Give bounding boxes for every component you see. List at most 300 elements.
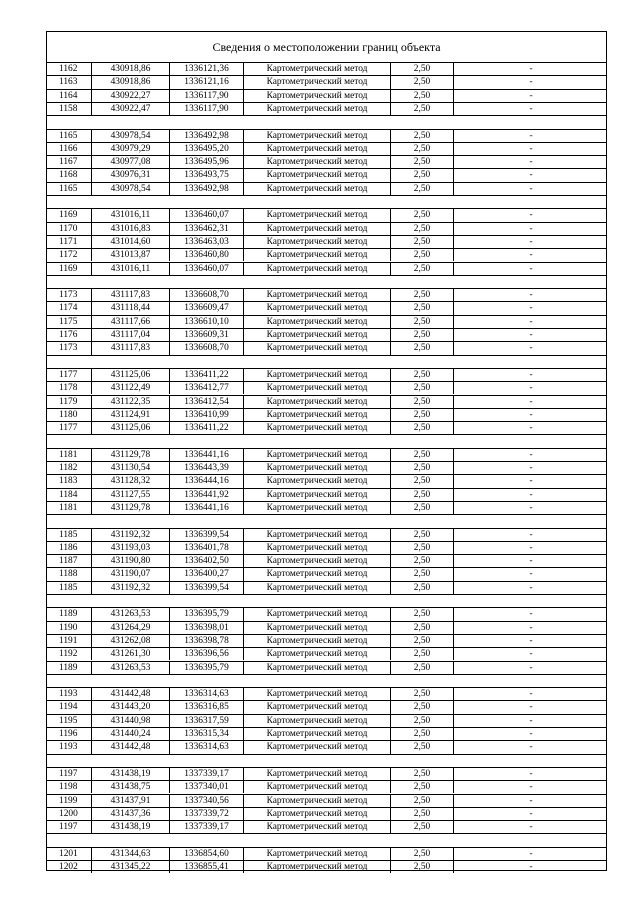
- method-cell: Картометрический метод: [243, 209, 390, 221]
- accuracy-cell: 2,50: [390, 90, 453, 102]
- method-cell: Картометрический метод: [243, 263, 390, 275]
- description-cell: -: [453, 489, 608, 501]
- method-cell: Картометрический метод: [243, 582, 390, 594]
- accuracy-cell: 2,50: [390, 316, 453, 328]
- x-coordinate-cell: 431261,30: [91, 648, 169, 660]
- method-cell: Картометрический метод: [243, 76, 390, 88]
- description-cell: -: [453, 302, 608, 314]
- x-coordinate-cell: 431442,48: [91, 688, 169, 700]
- accuracy-cell: 2,50: [390, 781, 453, 793]
- x-coordinate-cell: 431118,44: [91, 302, 169, 314]
- table-row: [47, 448, 606, 461]
- x-coordinate-cell: 430918,86: [91, 76, 169, 88]
- x-coordinate-cell: 431344,63: [91, 848, 169, 860]
- boundary-table: [46, 31, 607, 871]
- method-cell: Картометрический метод: [243, 130, 390, 142]
- description-cell: -: [453, 449, 608, 461]
- y-coordinate-cell: 1336316,85: [169, 701, 243, 713]
- x-coordinate-cell: 431013,87: [91, 249, 169, 261]
- method-cell: Картометрический метод: [243, 768, 390, 780]
- y-coordinate-cell: 1336495,96: [169, 156, 243, 168]
- y-coordinate-cell: 1336493,75: [169, 169, 243, 181]
- y-coordinate-cell: 1336608,70: [169, 289, 243, 301]
- point-number-cell: 1191: [59, 635, 78, 646]
- table-row: [47, 461, 606, 474]
- y-coordinate-cell: 1336608,70: [169, 342, 243, 354]
- accuracy-cell: 2,50: [390, 475, 453, 487]
- description-cell: -: [453, 568, 608, 580]
- point-number-cell: 1196: [59, 729, 78, 739]
- x-coordinate-cell: 431016,11: [91, 209, 169, 221]
- description-cell: -: [453, 130, 608, 142]
- x-coordinate-cell: 431117,83: [91, 342, 169, 354]
- x-coordinate-cell: 430922,47: [91, 103, 169, 115]
- description-cell: -: [453, 263, 608, 275]
- x-coordinate-cell: 431122,35: [91, 396, 169, 408]
- x-coordinate-cell: 431438,19: [91, 821, 169, 833]
- accuracy-cell: 2,50: [390, 209, 453, 221]
- x-coordinate-cell: 430979,29: [91, 143, 169, 155]
- method-cell: Картометрический метод: [243, 489, 390, 501]
- method-cell: Картометрический метод: [243, 169, 390, 181]
- accuracy-cell: 2,50: [390, 728, 453, 740]
- y-coordinate-cell: 1336444,16: [169, 475, 243, 487]
- y-coordinate-cell: 1336463,03: [169, 236, 243, 248]
- table-row: [47, 740, 606, 753]
- group-separator: [47, 115, 606, 128]
- description-cell: -: [453, 169, 608, 181]
- table-row: [47, 89, 606, 102]
- method-cell: Картометрический метод: [243, 183, 390, 195]
- x-coordinate-cell: 430978,54: [91, 130, 169, 142]
- point-number-cell: 1165: [59, 130, 78, 141]
- accuracy-cell: 2,50: [390, 369, 453, 381]
- point-number-cell: 1169: [59, 210, 78, 221]
- table-title: Сведения о местоположении границ объекта: [212, 40, 441, 54]
- accuracy-cell: 2,50: [390, 249, 453, 261]
- y-coordinate-cell: 1336396,56: [169, 648, 243, 660]
- point-number-cell: 1189: [59, 609, 78, 620]
- description-cell: -: [453, 409, 608, 421]
- table-row: [47, 395, 606, 408]
- y-coordinate-cell: 1336411,22: [169, 422, 243, 434]
- y-coordinate-cell: 1337339,72: [169, 808, 243, 820]
- x-coordinate-cell: 431124,91: [91, 409, 169, 421]
- description-cell: -: [453, 76, 608, 88]
- description-cell: -: [453, 529, 608, 541]
- point-number-cell: 1165: [59, 183, 78, 194]
- group-separator: [47, 833, 606, 846]
- method-cell: Картометрический метод: [243, 848, 390, 860]
- x-coordinate-cell: 431438,75: [91, 781, 169, 793]
- x-coordinate-cell: 431129,78: [91, 449, 169, 461]
- table-row: [47, 341, 606, 354]
- group-separator: [47, 275, 606, 288]
- point-number-cell: 1200: [59, 808, 78, 819]
- accuracy-cell: 2,50: [390, 582, 453, 594]
- point-number-cell: 1171: [59, 236, 78, 247]
- y-coordinate-cell: 1336441,16: [169, 449, 243, 461]
- y-coordinate-cell: 1336855,41: [169, 861, 243, 873]
- table-row: [47, 129, 606, 142]
- x-coordinate-cell: 430918,86: [91, 63, 169, 75]
- x-coordinate-cell: 431193,03: [91, 542, 169, 554]
- description-cell: -: [453, 369, 608, 381]
- accuracy-cell: 2,50: [390, 289, 453, 301]
- point-number-cell: 1184: [59, 489, 78, 500]
- y-coordinate-cell: 1336460,80: [169, 249, 243, 261]
- y-coordinate-cell: 1336117,90: [169, 90, 243, 102]
- accuracy-cell: 2,50: [390, 103, 453, 115]
- table-row: [47, 634, 606, 647]
- table-row: [47, 581, 606, 594]
- x-coordinate-cell: 431440,24: [91, 728, 169, 740]
- description-cell: -: [453, 768, 608, 780]
- point-number-cell: 1185: [59, 582, 78, 593]
- accuracy-cell: 2,50: [390, 236, 453, 248]
- x-coordinate-cell: 431262,08: [91, 635, 169, 647]
- description-cell: -: [453, 635, 608, 647]
- x-coordinate-cell: 431443,20: [91, 701, 169, 713]
- table-row: [47, 727, 606, 740]
- group-separator: [47, 434, 606, 447]
- table-row: [47, 687, 606, 700]
- method-cell: Картометрический метод: [243, 90, 390, 102]
- y-coordinate-cell: 1336117,90: [169, 103, 243, 115]
- accuracy-cell: 2,50: [390, 608, 453, 620]
- point-number-cell: 1177: [59, 423, 78, 434]
- point-number-cell: 1197: [59, 768, 78, 779]
- point-number-cell: 1197: [59, 822, 78, 833]
- y-coordinate-cell: 1336460,07: [169, 263, 243, 275]
- method-cell: Картометрический метод: [243, 342, 390, 354]
- table-row: [47, 554, 606, 567]
- point-number-cell: 1181: [59, 449, 78, 460]
- method-cell: Картометрический метод: [243, 369, 390, 381]
- y-coordinate-cell: 1336315,34: [169, 728, 243, 740]
- description-cell: -: [453, 236, 608, 248]
- accuracy-cell: 2,50: [390, 63, 453, 75]
- method-cell: Картометрический метод: [243, 302, 390, 314]
- table-row: [47, 328, 606, 341]
- y-coordinate-cell: 1336398,78: [169, 635, 243, 647]
- group-separator: [47, 594, 606, 607]
- method-cell: Картометрический метод: [243, 635, 390, 647]
- table-row: [47, 488, 606, 501]
- y-coordinate-cell: 1336395,79: [169, 662, 243, 674]
- description-cell: -: [453, 396, 608, 408]
- accuracy-cell: 2,50: [390, 741, 453, 753]
- accuracy-cell: 2,50: [390, 795, 453, 807]
- point-number-cell: 1190: [59, 622, 78, 633]
- y-coordinate-cell: 1336492,98: [169, 130, 243, 142]
- x-coordinate-cell: 431117,83: [91, 289, 169, 301]
- accuracy-cell: 2,50: [390, 302, 453, 314]
- accuracy-cell: 2,50: [390, 422, 453, 434]
- description-cell: -: [453, 542, 608, 554]
- x-coordinate-cell: 431190,07: [91, 568, 169, 580]
- description-cell: -: [453, 861, 608, 873]
- table-row: [47, 262, 606, 275]
- x-coordinate-cell: 431128,32: [91, 475, 169, 487]
- description-cell: -: [453, 103, 608, 115]
- point-number-cell: 1173: [59, 290, 78, 301]
- point-number-cell: 1179: [59, 396, 78, 407]
- method-cell: Картометрический метод: [243, 396, 390, 408]
- description-cell: -: [453, 848, 608, 860]
- description-cell: -: [453, 728, 608, 740]
- y-coordinate-cell: 1336410,99: [169, 409, 243, 421]
- method-cell: Картометрический метод: [243, 329, 390, 341]
- point-number-cell: 1163: [59, 77, 78, 88]
- accuracy-cell: 2,50: [390, 489, 453, 501]
- point-number-cell: 1178: [59, 383, 78, 394]
- table-row: [47, 474, 606, 487]
- accuracy-cell: 2,50: [390, 635, 453, 647]
- accuracy-cell: 2,50: [390, 555, 453, 567]
- x-coordinate-cell: 431264,29: [91, 622, 169, 634]
- y-coordinate-cell: 1337339,17: [169, 768, 243, 780]
- x-coordinate-cell: 431117,66: [91, 316, 169, 328]
- accuracy-cell: 2,50: [390, 329, 453, 341]
- method-cell: Картометрический метод: [243, 622, 390, 634]
- x-coordinate-cell: 431192,32: [91, 529, 169, 541]
- accuracy-cell: 2,50: [390, 76, 453, 88]
- group-separator: [47, 355, 606, 368]
- accuracy-cell: 2,50: [390, 542, 453, 554]
- description-cell: -: [453, 622, 608, 634]
- accuracy-cell: 2,50: [390, 396, 453, 408]
- x-coordinate-cell: 430976,31: [91, 169, 169, 181]
- table-row: [47, 381, 606, 394]
- method-cell: Картометрический метод: [243, 63, 390, 75]
- method-cell: Картометрический метод: [243, 409, 390, 421]
- table-row: [47, 288, 606, 301]
- method-cell: Картометрический метод: [243, 475, 390, 487]
- method-cell: Картометрический метод: [243, 808, 390, 820]
- table-row: [47, 368, 606, 381]
- x-coordinate-cell: 431122,49: [91, 382, 169, 394]
- table-row: [47, 142, 606, 155]
- table-row: [47, 807, 606, 820]
- description-cell: -: [453, 808, 608, 820]
- x-coordinate-cell: 431014,60: [91, 236, 169, 248]
- method-cell: Картометрический метод: [243, 156, 390, 168]
- accuracy-cell: 2,50: [390, 382, 453, 394]
- y-coordinate-cell: 1336610,10: [169, 316, 243, 328]
- description-cell: -: [453, 795, 608, 807]
- method-cell: Картометрический метод: [243, 382, 390, 394]
- x-coordinate-cell: 431263,53: [91, 608, 169, 620]
- description-cell: -: [453, 502, 608, 514]
- method-cell: Картометрический метод: [243, 462, 390, 474]
- method-cell: Картометрический метод: [243, 555, 390, 567]
- method-cell: Картометрический метод: [243, 542, 390, 554]
- method-cell: Картометрический метод: [243, 103, 390, 115]
- table-row: [47, 820, 606, 833]
- method-cell: Картометрический метод: [243, 223, 390, 235]
- x-coordinate-cell: 431192,32: [91, 582, 169, 594]
- description-cell: -: [453, 143, 608, 155]
- accuracy-cell: 2,50: [390, 715, 453, 727]
- method-cell: Картометрический метод: [243, 688, 390, 700]
- point-number-cell: 1194: [59, 702, 78, 713]
- point-number-cell: 1175: [59, 316, 78, 327]
- point-number-cell: 1166: [59, 143, 78, 154]
- x-coordinate-cell: 431438,19: [91, 768, 169, 780]
- description-cell: -: [453, 422, 608, 434]
- accuracy-cell: 2,50: [390, 662, 453, 674]
- point-number-cell: 1164: [59, 90, 78, 101]
- description-cell: -: [453, 662, 608, 674]
- description-cell: -: [453, 741, 608, 753]
- table-row: [47, 301, 606, 314]
- y-coordinate-cell: 1336460,07: [169, 209, 243, 221]
- table-row: [47, 235, 606, 248]
- accuracy-cell: 2,50: [390, 861, 453, 873]
- description-cell: -: [453, 462, 608, 474]
- method-cell: Картометрический метод: [243, 715, 390, 727]
- table-row: [47, 168, 606, 181]
- x-coordinate-cell: 431016,11: [91, 263, 169, 275]
- description-cell: -: [453, 63, 608, 75]
- accuracy-cell: 2,50: [390, 502, 453, 514]
- x-coordinate-cell: 430977,08: [91, 156, 169, 168]
- x-coordinate-cell: 430978,54: [91, 183, 169, 195]
- x-coordinate-cell: 431345,22: [91, 861, 169, 873]
- accuracy-cell: 2,50: [390, 183, 453, 195]
- y-coordinate-cell: 1336411,22: [169, 369, 243, 381]
- accuracy-cell: 2,50: [390, 143, 453, 155]
- group-separator: [47, 674, 606, 687]
- table-row: [47, 541, 606, 554]
- table-row: [47, 661, 606, 674]
- method-cell: Картометрический метод: [243, 741, 390, 753]
- y-coordinate-cell: 1336398,01: [169, 622, 243, 634]
- x-coordinate-cell: 431437,36: [91, 808, 169, 820]
- accuracy-cell: 2,50: [390, 409, 453, 421]
- y-coordinate-cell: 1336609,47: [169, 302, 243, 314]
- table-row: [47, 315, 606, 328]
- description-cell: -: [453, 555, 608, 567]
- point-number-cell: 1192: [59, 649, 78, 660]
- point-number-cell: 1187: [59, 556, 78, 567]
- y-coordinate-cell: 1336314,63: [169, 741, 243, 753]
- accuracy-cell: 2,50: [390, 821, 453, 833]
- description-cell: -: [453, 156, 608, 168]
- table-row: [47, 501, 606, 514]
- point-number-cell: 1188: [59, 569, 78, 580]
- accuracy-cell: 2,50: [390, 568, 453, 580]
- x-coordinate-cell: 431440,98: [91, 715, 169, 727]
- y-coordinate-cell: 1336121,36: [169, 63, 243, 75]
- method-cell: Картометрический метод: [243, 662, 390, 674]
- x-coordinate-cell: 430922,27: [91, 90, 169, 102]
- method-cell: Картометрический метод: [243, 249, 390, 261]
- description-cell: -: [453, 715, 608, 727]
- x-coordinate-cell: 431437,91: [91, 795, 169, 807]
- x-coordinate-cell: 431127,55: [91, 489, 169, 501]
- x-coordinate-cell: 431442,48: [91, 741, 169, 753]
- table-row: [47, 408, 606, 421]
- y-coordinate-cell: 1336854,60: [169, 848, 243, 860]
- method-cell: Картометрический метод: [243, 422, 390, 434]
- accuracy-cell: 2,50: [390, 156, 453, 168]
- group-separator: [47, 754, 606, 767]
- accuracy-cell: 2,50: [390, 529, 453, 541]
- table-row: [47, 780, 606, 793]
- method-cell: Картометрический метод: [243, 568, 390, 580]
- y-coordinate-cell: 1336443,39: [169, 462, 243, 474]
- accuracy-cell: 2,50: [390, 169, 453, 181]
- x-coordinate-cell: 431190,80: [91, 555, 169, 567]
- table-row: [47, 182, 606, 195]
- y-coordinate-cell: 1336492,98: [169, 183, 243, 195]
- point-number-cell: 1198: [59, 782, 78, 793]
- accuracy-cell: 2,50: [390, 462, 453, 474]
- description-cell: -: [453, 316, 608, 328]
- method-cell: Картометрический метод: [243, 529, 390, 541]
- description-cell: -: [453, 781, 608, 793]
- method-cell: Картометрический метод: [243, 502, 390, 514]
- y-coordinate-cell: 1336402,50: [169, 555, 243, 567]
- group-separator: [47, 514, 606, 527]
- accuracy-cell: 2,50: [390, 848, 453, 860]
- y-coordinate-cell: 1336395,79: [169, 608, 243, 620]
- accuracy-cell: 2,50: [390, 648, 453, 660]
- y-coordinate-cell: 1336399,54: [169, 582, 243, 594]
- point-number-cell: 1202: [59, 862, 78, 872]
- description-cell: -: [453, 249, 608, 261]
- method-cell: Картометрический метод: [243, 701, 390, 713]
- point-number-cell: 1173: [59, 343, 78, 354]
- table-row: [47, 860, 606, 873]
- y-coordinate-cell: 1337340,01: [169, 781, 243, 793]
- description-cell: -: [453, 289, 608, 301]
- point-number-cell: 1177: [59, 369, 78, 380]
- accuracy-cell: 2,50: [390, 622, 453, 634]
- table-row: [47, 567, 606, 580]
- y-coordinate-cell: 1336400,27: [169, 568, 243, 580]
- accuracy-cell: 2,50: [390, 701, 453, 713]
- point-number-cell: 1186: [59, 542, 78, 553]
- point-number-cell: 1185: [59, 529, 78, 540]
- point-number-cell: 1169: [59, 263, 78, 274]
- y-coordinate-cell: 1336495,20: [169, 143, 243, 155]
- accuracy-cell: 2,50: [390, 223, 453, 235]
- table-row: [47, 248, 606, 261]
- point-number-cell: 1181: [59, 502, 78, 513]
- description-cell: -: [453, 701, 608, 713]
- y-coordinate-cell: 1336441,92: [169, 489, 243, 501]
- point-number-cell: 1162: [59, 64, 78, 74]
- method-cell: Картометрический метод: [243, 236, 390, 248]
- description-cell: -: [453, 90, 608, 102]
- point-number-cell: 1180: [59, 409, 78, 420]
- x-coordinate-cell: 431016,83: [91, 223, 169, 235]
- y-coordinate-cell: 1336121,16: [169, 76, 243, 88]
- y-coordinate-cell: 1336412,54: [169, 396, 243, 408]
- description-cell: -: [453, 223, 608, 235]
- accuracy-cell: 2,50: [390, 768, 453, 780]
- method-cell: Картометрический метод: [243, 608, 390, 620]
- table-row: [47, 621, 606, 634]
- description-cell: -: [453, 648, 608, 660]
- method-cell: Картометрический метод: [243, 143, 390, 155]
- point-number-cell: 1167: [59, 157, 78, 168]
- method-cell: Картометрический метод: [243, 648, 390, 660]
- y-coordinate-cell: 1336462,31: [169, 223, 243, 235]
